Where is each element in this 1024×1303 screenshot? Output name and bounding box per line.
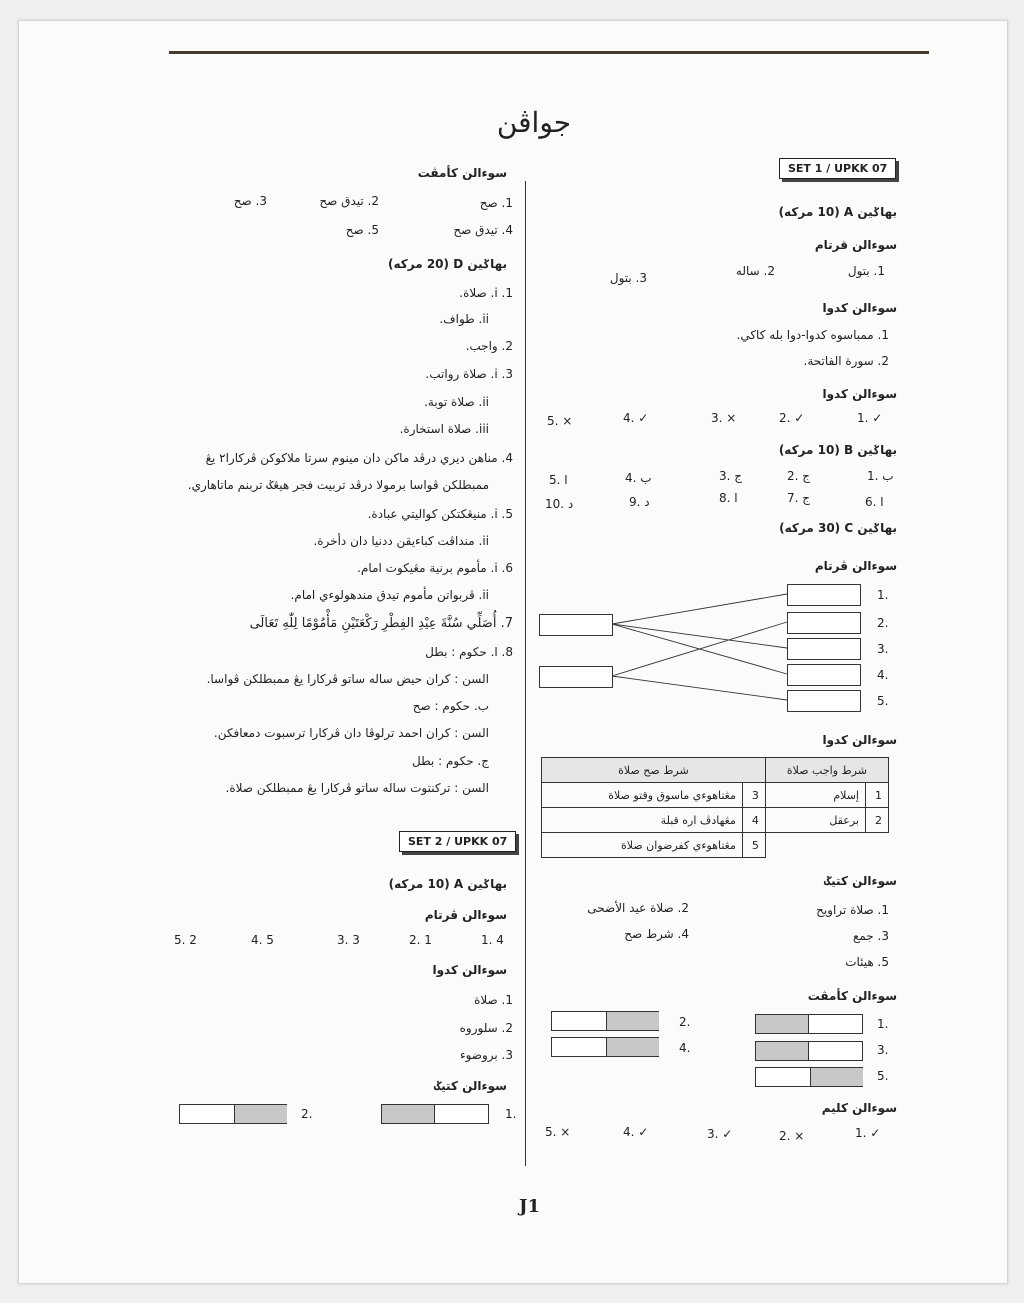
match-box-right-2 — [787, 612, 861, 634]
cell-text — [765, 833, 865, 858]
bar-num-2: 2. — [679, 1015, 691, 1029]
set1-tick-2: 2. ✓ — [779, 411, 805, 425]
match-num-5: 5. — [877, 694, 889, 708]
d-line-14: 8. ا. حكوم : بطل — [425, 645, 513, 659]
set2-q2-2: 2. سلوروه — [459, 1021, 513, 1035]
set2-label: SET 2 / UPKK 07 — [399, 831, 516, 852]
set1-mcq-3: 3. ج — [719, 469, 743, 483]
set1-k3-2: 2. صلاة عيد الأضحى — [587, 901, 689, 915]
page-title: جواڤن — [496, 106, 572, 139]
set1-q2-ans2: 2. سورة الفاتحة. — [803, 354, 889, 368]
d-line-9: 5. i. منيڠكتكن كواليتي عبادة. — [367, 507, 513, 521]
set2-q3-heading: سوءالن كتيݢ — [434, 1079, 507, 1093]
set1-c-q2-heading: سوءالن كدوا — [822, 733, 897, 747]
match-box-right-5 — [787, 690, 861, 712]
match-box-left-1 — [539, 614, 613, 636]
match-num-1: 1. — [877, 588, 889, 602]
set1-q1-heading: سوءالن قرتام — [814, 238, 897, 252]
bar-2 — [551, 1011, 659, 1031]
match-num-2: 2. — [877, 616, 889, 630]
d-line-17: السن : كران احمد ترلوڤا دان ڤركارا ترسبوت دمعافكن. — [213, 726, 489, 740]
bar-num-3: 3. — [877, 1043, 889, 1057]
cell-text: مڠتاهوءي كفرضوان صلاة — [542, 833, 743, 858]
set1-k3-4: 4. شرط صح — [624, 927, 689, 941]
left-q4-5: 5. صح — [345, 223, 379, 237]
set2-section-a: بهاݢين A (10 مركه) — [388, 877, 507, 891]
set2-bar-2 — [179, 1104, 287, 1124]
d-line-13: 7. أُصَلِّي سُنَّةَ عِيْدِ الفِطْرِ رَكْعَتَيْنِ مَأْمُوْمًا لِلّٰهِ تَعَالَى — [249, 616, 513, 631]
set1-k3-3: 3. جمع — [852, 929, 889, 943]
table-head-wajib: شرط واجب صلاة — [765, 758, 888, 783]
d-line-4: 3. i. صلاة رواتب. — [425, 367, 513, 381]
set2-bar-1 — [381, 1104, 489, 1124]
set1-mcq-6: 6. ا — [865, 495, 884, 509]
cell-text: مڠتاهوءي ماسوق وقتو صلاة — [542, 783, 743, 808]
bar-5 — [755, 1067, 863, 1087]
set1-k5-2: 2. × — [779, 1129, 805, 1143]
set2-q2-heading: سوءالن كدوا — [432, 963, 507, 977]
bar-num-1: 1. — [877, 1017, 889, 1031]
set1-q1-ans1: 1. بتول — [847, 264, 885, 278]
set2-q2-1: 1. صلاة — [474, 993, 513, 1007]
set2-q1-heading: سوءالن ڤرتام — [424, 908, 507, 922]
cell-num: 5 — [742, 833, 765, 858]
d-line-5: ii. صلاة توبة. — [424, 395, 489, 409]
d-line-15: السن : كران حيض ساله ساتو ڤركارا يڠ ممبطلكن ڤواسا. — [206, 672, 489, 686]
set1-mcq-7: 7. ج — [787, 491, 811, 505]
set2-q1-1: 1. 4 — [481, 933, 504, 947]
conditions-table — [541, 757, 889, 858]
set1-tick-1: 1. ✓ — [857, 411, 883, 425]
set1-section-a: بهاݢين A (10 مركه) — [778, 205, 897, 219]
set1-k3-5: 5. هيئات — [845, 955, 889, 969]
left-q4-3: 3. صح — [233, 194, 267, 208]
cell-num: 2 — [866, 808, 889, 833]
answer-page — [18, 20, 1008, 1284]
set1-section-c: بهاݢين C (30 مركه) — [779, 521, 897, 535]
d-line-16: ب. حكوم : صح — [412, 699, 489, 713]
cell-num: 1 — [866, 783, 889, 808]
d-line-12: ii. ڤربواتن مأموم تيدق مندهولوءي امام. — [290, 588, 489, 602]
set1-c-q4-heading: سوءالن كأمڤت — [807, 989, 897, 1003]
set1-mcq-10: 10. د — [545, 497, 574, 511]
match-num-4: 4. — [877, 668, 889, 682]
set1-k5-5: 5. × — [545, 1125, 571, 1139]
d-line-7: 4. مناهن ديري درڤد ماكن دان مينوم سرتا ملاكوكن ڤركارا٢ يڠ — [205, 451, 513, 465]
match-num-3: 3. — [877, 642, 889, 656]
set1-section-b: بهاݢين B (10 مركه) — [778, 443, 897, 457]
d-line-6: iii. صلاة استخارة. — [399, 422, 489, 436]
set1-c-q3-heading: سوءالن كتيݢ — [824, 874, 897, 888]
set1-q2-heading: سوءالن كدوا — [822, 301, 897, 315]
d-line-3: 2. واجب. — [465, 339, 513, 353]
table-row — [542, 833, 889, 858]
set2-bar-num-1: 1. — [505, 1107, 517, 1121]
cell-text: برعقل — [765, 808, 865, 833]
table-row — [542, 783, 889, 808]
set1-label: SET 1 / UPKK 07 — [779, 158, 896, 179]
d-line-18: ج. حكوم : بطل — [412, 754, 489, 768]
left-q4-4: 4. تيدق صح — [453, 223, 513, 237]
match-lines — [609, 581, 791, 711]
d-line-19: السن : تركنتوت ساله ساتو ڤركارا يڠ ممبطلكن صلاة. — [225, 781, 489, 795]
set1-mcq-2: 2. ج — [787, 469, 811, 483]
set2-q1-3: 3. 3 — [337, 933, 360, 947]
cell-num: 3 — [742, 783, 765, 808]
d-line-1: 1. i. صلاة. — [459, 286, 513, 300]
set2-q1-5: 5. 2 — [174, 933, 197, 947]
column-divider — [525, 181, 526, 1166]
set1-k5-1: 1. ✓ — [855, 1126, 881, 1140]
cell-num — [866, 833, 889, 858]
set1-tick-3: 3. × — [711, 411, 737, 425]
match-box-right-4 — [787, 664, 861, 686]
set2-q1-2: 2. 1 — [409, 933, 432, 947]
set1-tick-5: 5. × — [547, 414, 573, 428]
set1-c-q5-heading: سوءالن كليم — [821, 1101, 897, 1115]
set1-q2-ans1: 1. ممباسوه كدوا-دوا بله كاكي. — [736, 328, 889, 342]
set1-k3-1: 1. صلاة تراويح — [816, 903, 889, 917]
bar-4 — [551, 1037, 659, 1057]
page-number: J1 — [519, 1196, 541, 1217]
table-row — [542, 808, 889, 833]
bar-num-5: 5. — [877, 1069, 889, 1083]
left-section-d: بهاݢين D (20 مركه) — [388, 257, 507, 271]
left-q4-heading: سوءالن كأمڤت — [417, 166, 507, 180]
set2-q2-3: 3. بروضوء — [459, 1048, 513, 1062]
set1-k5-3: 3. ✓ — [707, 1127, 733, 1141]
set1-mcq-5: 5. ا — [549, 473, 568, 487]
set1-q1-ans2: 2. ساله — [735, 264, 775, 278]
set2-q1-4: 4. 5 — [251, 933, 274, 947]
set2-bar-num-2: 2. — [301, 1107, 313, 1121]
set1-tick-4: 4. ✓ — [623, 411, 649, 425]
set1-k5-4: 4. ✓ — [623, 1125, 649, 1139]
cell-text: مڠهادڤ اره قبلة — [542, 808, 743, 833]
set1-q1-ans3: 3. بتول — [609, 271, 647, 285]
bar-3 — [755, 1041, 863, 1061]
d-line-8: ممبطلكن ڤواسا برمولا درڤد تربيت فجر هيڠݢ تربنم ماتاهاري. — [187, 478, 489, 492]
cell-num: 4 — [742, 808, 765, 833]
match-box-left-2 — [539, 666, 613, 688]
left-q4-2: 2. تيدق صح — [319, 194, 379, 208]
d-line-11: 6. i. مأموم برنية مڠيكوت امام. — [357, 561, 513, 575]
d-line-10: ii. منداڤت كباءيقن ددنيا دان دأخرة. — [313, 534, 489, 548]
top-rule — [169, 51, 929, 54]
set1-mcq-8: 8. ا — [719, 491, 738, 505]
set1-c-q1-heading: سوءالن ڤرتام — [814, 559, 897, 573]
match-box-right-1 — [787, 584, 861, 606]
left-q4-1: 1. صح — [479, 196, 513, 210]
table-head-sah: شرط صح صلاة — [542, 758, 766, 783]
set1-mcq-9: 9. د — [629, 495, 650, 509]
cell-text: إسلام — [765, 783, 865, 808]
bar-num-4: 4. — [679, 1041, 691, 1055]
set1-mcq-1: 1. ب — [867, 469, 894, 483]
d-line-2: ii. طواف. — [439, 312, 489, 326]
bar-1 — [755, 1014, 863, 1034]
set1-mcq-4: 4. ب — [625, 471, 652, 485]
set1-q3-heading: سوءالن كدوا — [822, 387, 897, 401]
match-box-right-3 — [787, 638, 861, 660]
